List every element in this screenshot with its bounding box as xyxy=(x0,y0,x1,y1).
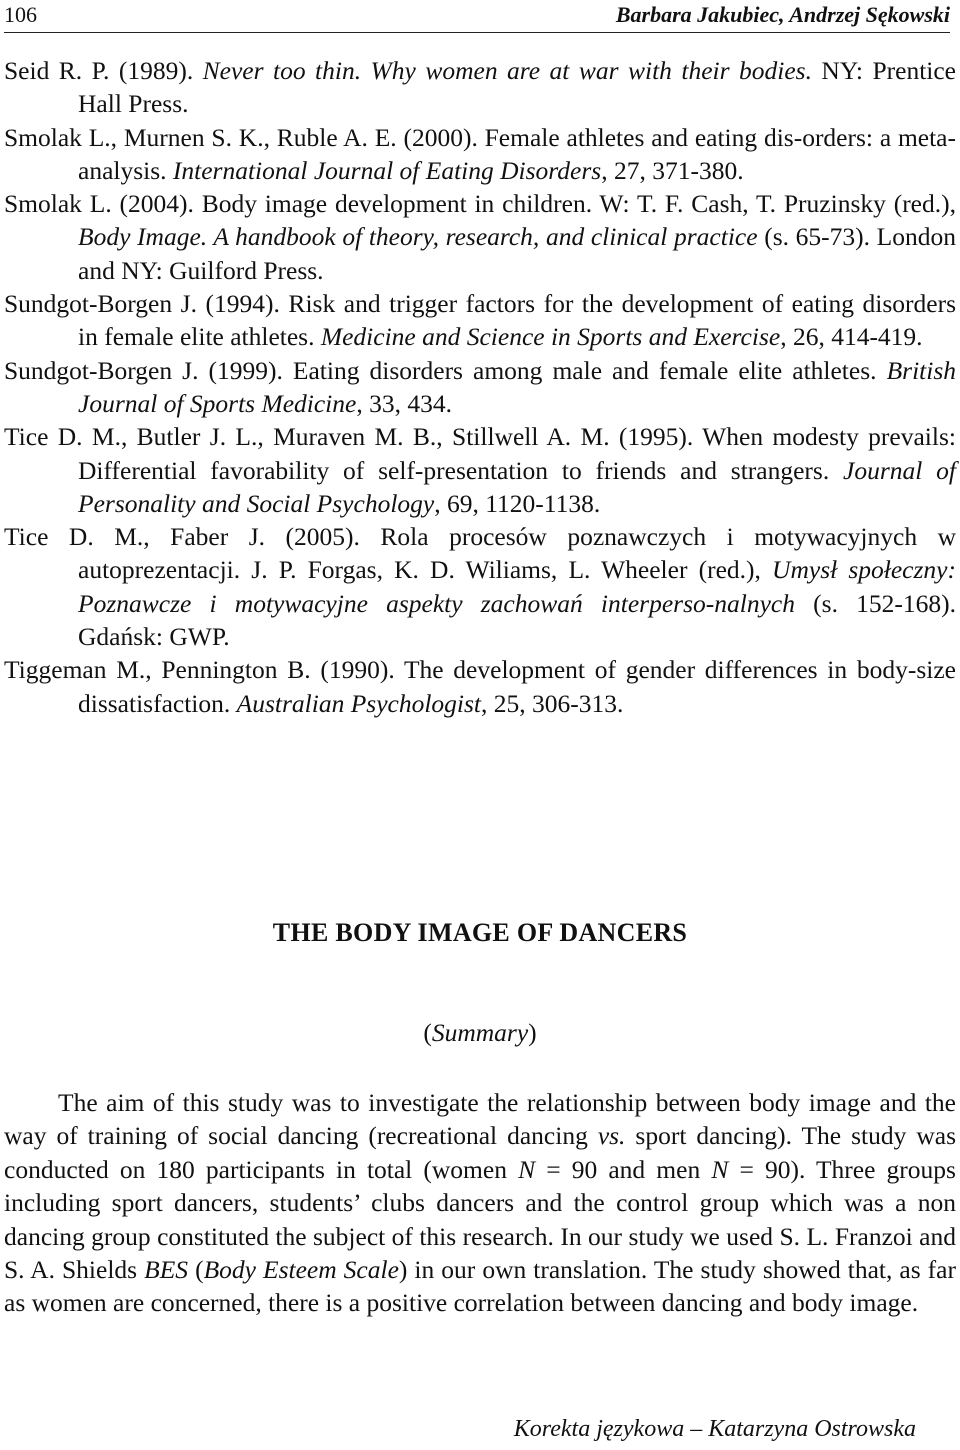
ref-text: Smolak L., Murnen S. K., Ruble A. E. (2000). Female athletes and eating dis-orders: a meta-analysis. xyxy=(4,122,956,185)
ref-text: , 25, 306-313. xyxy=(481,688,624,718)
running-header xyxy=(4,0,950,33)
ref-text: , 69, 1120-1138. xyxy=(434,488,601,518)
summary-title: THE BODY IMAGE OF DANCERS xyxy=(272,918,688,947)
ref-journal: British Journal of Sports Medicine xyxy=(78,355,956,418)
ref-text: Sundgot-Borgen J. (1994). Risk and trigger factors for the development of eating disorders in female elite athletes. xyxy=(4,289,956,352)
summary-italic: N xyxy=(711,1154,729,1184)
subtitle-paren-close: ) xyxy=(528,1018,537,1047)
summary-paragraph xyxy=(4,1086,956,1320)
ref-text: , 27, 371-380. xyxy=(601,155,744,185)
subtitle-paren-open: ( xyxy=(423,1018,432,1047)
ref-text: Smolak L. (2004). Body image development in children. W: T. F. Cash, T. Pruzinsky (red.), xyxy=(4,189,956,219)
reference-entry xyxy=(4,187,956,287)
ref-journal: Medicine and Science in Sports and Exercise xyxy=(320,322,781,352)
reference-entry xyxy=(4,653,956,720)
reference-entry xyxy=(4,54,956,121)
reference-entry xyxy=(4,287,956,354)
ref-journal: Journal of Personality and Social Psychology xyxy=(78,455,956,518)
running-header-authors: Barbara Jakubiec, Andrzej Sękowski xyxy=(615,2,950,27)
page-number: 106 xyxy=(4,2,37,27)
summary-italic: vs. xyxy=(597,1121,626,1151)
ref-text: (s. 152-168). Gdańsk: GWP. xyxy=(78,588,956,652)
ref-text: Tice D. M., Faber J. (2005). Rola procesów poznawczych i motywacyjnych w autoprezentacji. J. P. Forgas, K. D. Wiliams, L. Wheeler (red.), xyxy=(4,522,956,585)
reference-entry xyxy=(4,520,956,653)
ref-text: Tice D. M., Butler J. L., Muraven M. B., Stillwell A. M. (1995). When modesty prevails: Differential favorability of self-presentation to friends and strangers. xyxy=(4,422,956,485)
reference-entry xyxy=(4,121,956,188)
ref-title: Body Image. A handbook of theory, research, and clinical practice xyxy=(78,222,758,252)
summary-italic: BES xyxy=(144,1255,189,1285)
summary-text: The aim of this study was to investigate the relationship between body image and the way of training of social dancing (recreational dancing xyxy=(4,1088,956,1151)
summary-text: ) in our own translation. The study showed that, as far as women are concerned, there is a positive correlation between dancing and body image. xyxy=(4,1255,956,1318)
summary-italic: N xyxy=(518,1154,536,1184)
reference-entry xyxy=(4,354,956,421)
summary-italic: Body Esteem Scale xyxy=(203,1255,399,1285)
summary-text: ( xyxy=(188,1255,204,1285)
summary-subtitle xyxy=(0,1018,960,1048)
ref-journal: International Journal of Eating Disorders xyxy=(172,155,602,185)
summary-text: sport dancing). The study was conducted on 180 participants in total (women xyxy=(4,1121,956,1184)
subtitle-word: Summary xyxy=(431,1018,529,1047)
ref-journal: Australian Psychologist xyxy=(236,688,482,718)
ref-text: Sundgot-Borgen J. (1999). Eating disorders among male and female elite athletes. xyxy=(4,355,887,385)
reference-entry xyxy=(4,420,956,520)
ref-text: (s. 65-73). London and NY: Guilford Press. xyxy=(78,222,956,285)
ref-text: , 26, 414-419. xyxy=(780,322,923,352)
ref-title: Never too thin. Why women are at war with their bodies. xyxy=(202,56,812,85)
ref-text: NY: Prentice Hall Press. xyxy=(78,56,956,119)
ref-text: Tiggeman M., Pennington B. (1990). The development of gender differences in body-size dissatisfaction. xyxy=(4,655,956,718)
ref-text: , 33, 434. xyxy=(356,388,452,418)
ref-title: Umysł społeczny: Poznawcze i motywacyjne aspekty zachowań interperso-nalnych xyxy=(78,555,956,618)
language-correction-note: Korekta językowa – Katarzyna Ostrowska xyxy=(513,1416,916,1442)
summary-text: = 90). Three groups including sport dancers, students’ clubs dancers and the control group which was a non dancing group constituted the subject of this research. In our study we used S. L. Franzoi and S. A. Shields xyxy=(4,1154,956,1285)
summary-text: = 90 and men xyxy=(535,1154,712,1184)
reference-list xyxy=(4,54,956,720)
ref-text: Seid R. P. (1989). xyxy=(4,56,203,85)
